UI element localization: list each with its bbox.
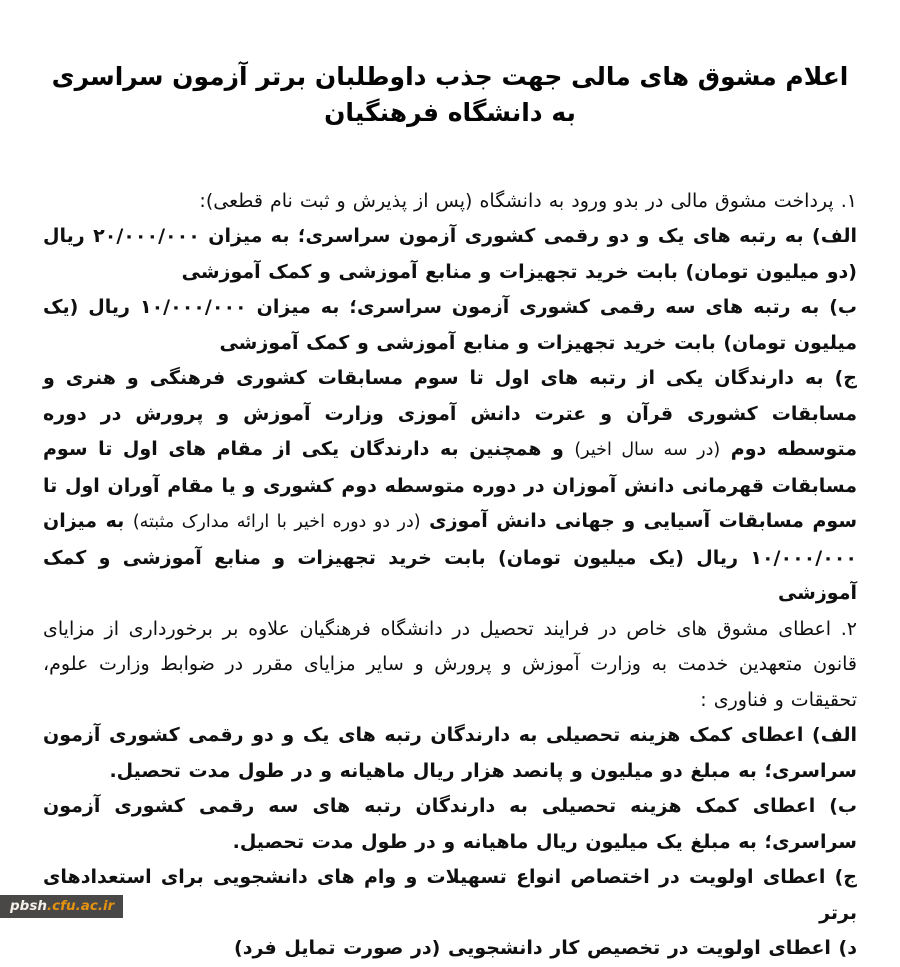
page — [0, 59, 900, 959]
section-1-heading: ۱. پرداخت مشوق مالی در بدو ورود به دانشگاه (پس از پذیرش و ثبت نام قطعی): — [199, 189, 857, 212]
item-c-note-documents: (در دو دوره اخیر با ارائه مدارک مثبته) — [132, 512, 421, 532]
section-2-item-d: د) اعطای اولویت در تخصیص کار دانشجویی (در صورت تمایل فرد) — [234, 937, 857, 959]
document-body — [43, 184, 857, 967]
section-2-item-b: ب) اعطای کمک هزینه تحصیلی به دارندگان رتبه های سه رقمی کشوری آزمون سراسری؛ به مبلغ یک میلیون ریال ماهیانه و در طول مدت تحصیل. — [43, 795, 857, 853]
section-2-item-a: الف) اعطای کمک هزینه تحصیلی به دارندگان رتبه های یک و دو رقمی کشوری آزمون سراسری؛ به مبلغ دو میلیون و پانصد هزار ریال ماهیانه و در طول مدت تحصیل. — [43, 724, 857, 782]
item-c-text-1: ج) به دارندگان یکی از رتبه های اول تا سوم مسابقات کشوری فرهنگی و هنری و مسابقات کشوری قرآن و عترت دانش آموزی وزارت آموزش و پرورش در دوره متوسطه دوم — [43, 367, 857, 460]
watermark-site-name: pbsh — [10, 897, 47, 914]
section-1-item-c — [43, 361, 857, 612]
site-watermark — [0, 895, 123, 918]
item-c-text-2: و همچنین به دارندگان یکی از مقام های اول تا سوم مسابقات قهرمانی دانش آموزان در دوره متوسطه دوم کشوری و یا مقام آوران اول تا سوم مسابقات آسیایی و جهانی دانش آموزی — [43, 438, 857, 532]
item-c-text-3: به میزان ۱۰/۰۰۰/۰۰۰ ریال (یک میلیون تومان) بابت خرید تجهیزات و منابع آموزشی و کمک آموزشی — [43, 510, 857, 604]
page-title: اعلام مشوق های مالی جهت جذب داوطلبان برتر آزمون سراسری به دانشگاه فرهنگیان — [51, 62, 849, 128]
section-1-item-b: ب) به رتبه های سه رقمی کشوری آزمون سراسری؛ به میزان ۱۰/۰۰۰/۰۰۰ ریال (یک میلیون تومان) بابت خرید تجهیزات و منابع آموزشی و کمک آموزشی — [43, 296, 857, 354]
section-2-heading: ۲. اعطای مشوق های خاص در فرایند تحصیل در دانشگاه فرهنگیان علاوه بر برخورداری از مزایای قانون متعهدین خدمت به وزارت آموزش و پرورش و سایر مزایای مقرر در ضوابط وزارت علوم، تحقیقات و فناوری : — [43, 617, 857, 711]
watermark-domain-name: .cfu.ac.ir — [46, 897, 115, 914]
section-1-item-a: الف) به رتبه های یک و دو رقمی کشوری آزمون سراسری؛ به میزان ۲۰/۰۰۰/۰۰۰ ریال (دو میلیون تومان) بابت خرید تجهیزات و منابع آموزشی و کمک آموزشی — [43, 225, 857, 283]
item-c-note-recent-years: (در سه سال اخیر) — [574, 440, 721, 460]
section-2-item-c: ج) اعطای اولویت در اختصاص انواع تسهیلات و وام های دانشجویی برای استعدادهای برتر — [43, 866, 857, 924]
announcement-document — [0, 59, 900, 967]
